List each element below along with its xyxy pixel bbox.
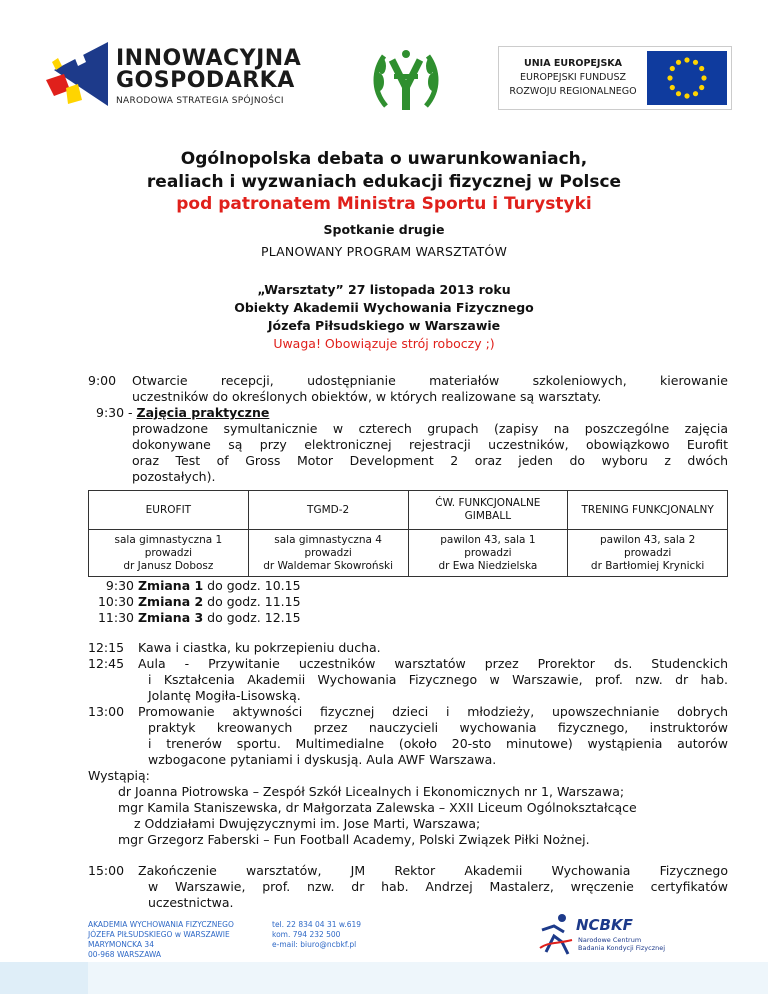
shift-row [88, 578, 328, 594]
ig-emblem-icon [44, 40, 114, 110]
time-0930: 9:30 - [96, 405, 133, 420]
shift-time: 9:30 [105, 578, 134, 593]
footer-address [88, 920, 234, 960]
workshop-groups-table [88, 490, 728, 577]
practical-title: Zajęcia praktyczne [136, 405, 270, 420]
table-header: ĆW. FUNKCJONALNE GIMBALL [408, 491, 568, 530]
eu-flag-icon [647, 51, 727, 105]
title-line1: Ogólnopolska debata o uwarunkowaniach, [180, 149, 588, 169]
led-by: prowadzi [144, 546, 193, 559]
room: sala gimnastyczna 4 [274, 533, 382, 546]
word: szkoleniowych, [532, 373, 627, 388]
closing-line3: uczestnictwa. [148, 895, 234, 910]
word: Otwarcie [132, 373, 188, 388]
shift-time: 11:30 [97, 610, 134, 625]
time-1245: 12:45 [88, 656, 125, 671]
time-0900: 9:00 [88, 373, 117, 388]
promo-line4: wzbogacone pytaniami i dyskusją. Aula AWF Warszawa. [148, 752, 497, 767]
ig-title-line2: GOSPODARKA [116, 68, 295, 93]
table-cell [408, 530, 568, 577]
shift-row [88, 610, 328, 626]
opening-line1 [132, 373, 728, 389]
eu-fund-logo [498, 46, 732, 110]
welcome-line1: Aula - Przywitanie uczestników warsztatów przez Prorektor ds. Studenckich [138, 656, 728, 671]
promo-line2: praktyk kreowanych przez nauczycieli wychowania fizycznego, instruktorów [148, 720, 728, 735]
shift-name: Zmiana 1 [137, 578, 204, 593]
shift-until: do godz. 11.15 [207, 594, 301, 609]
shift-time: 10:30 [97, 594, 134, 609]
table-cell [248, 530, 408, 577]
shift-name: Zmiana 3 [137, 610, 204, 625]
room: pawilon 43, sala 2 [600, 533, 696, 546]
ncbkf-name: NCBKF [576, 916, 633, 934]
led-by: prowadzi [464, 546, 512, 559]
shift-until: do godz. 12.15 [207, 610, 301, 625]
opening-line2: uczestników do określonych obiektów, w których realizowane są warsztaty. [132, 389, 602, 404]
promo-line1: Promowanie aktywności fizycznej dzieci i młodzieży, upowszechnianie dobrych [138, 704, 728, 719]
awf-wreath-icon [368, 44, 444, 120]
word: warsztatów, [246, 863, 322, 878]
address-line: MARYMONCKA 34 [88, 940, 154, 949]
word: Akademii [464, 863, 523, 878]
eu-text [509, 57, 637, 99]
ig-title-line1: INNOWACYJNA [116, 46, 302, 71]
address-line: JÓZEFA PIŁSUDSKIEGO w WARSZAWIE [88, 930, 230, 939]
eu-line3: ROZWOJU REGIONALNEGO [509, 86, 637, 97]
ig-subtitle: NARODOWA STRATEGIA SPÓJNOŚCI [116, 96, 284, 106]
led-by: prowadzi [623, 546, 672, 559]
word: Rektor [394, 863, 436, 878]
dress-code-notice: Uwaga! Obowiązuje strój roboczy ;) [273, 336, 495, 351]
eu-line1: UNIA EUROPEJSKA [524, 58, 622, 69]
word: Fizycznego [659, 863, 728, 878]
closing-line1 [138, 863, 728, 879]
ncbkf-sub1: Narodowe Centrum [578, 936, 642, 944]
footer-contact [272, 920, 361, 950]
practical-line3: oraz Test of Gross Motor Development 2 oraz jeden do wyboru z dwóch [132, 453, 728, 468]
title-line2: realiach i wyzwaniach edukacji fizycznej w Polsce [146, 172, 622, 192]
ig-title [116, 48, 301, 92]
ncbkf-sub [578, 936, 665, 952]
room: pawilon 43, sala 1 [440, 533, 536, 546]
mobile: kom. 794 232 500 [272, 930, 341, 939]
practical-line2: dokonywane są przy elektronicznej rejestracji uczestników, obowiązkowo Eurofit [132, 437, 728, 452]
table-cell [568, 530, 728, 577]
table-cell [89, 530, 249, 577]
patronage-line: pod patronatem Ministra Sportu i Turystyki [176, 194, 592, 214]
phone: tel. 22 834 04 31 w.619 [272, 920, 362, 929]
practical-heading [96, 405, 269, 421]
table-header: TGMD-2 [248, 491, 408, 530]
word: materiałów [429, 373, 500, 388]
table-header: EUROFIT [89, 491, 249, 530]
leader: dr Bartłomiej Krynicki [590, 559, 705, 572]
runner-icon [536, 912, 576, 956]
leader: dr Ewa Niedzielska [438, 559, 538, 572]
time-1300: 13:00 [88, 704, 125, 719]
ncbkf-logo [536, 912, 696, 956]
venue-line2: Józefa Piłsudskiego w Warszawie [267, 318, 501, 333]
ncbkf-sub2: Badania Kondycji Fizycznej [578, 944, 666, 952]
address-line: AKADEMIA WYCHOWANIA FIZYCZNEGO [88, 920, 234, 929]
speaker-item: dr Joanna Piotrowska – Zespół Szkół Licealnych i Ekonomicznych nr 1, Warszawa; [118, 784, 625, 799]
promo-line3: i trenerów sportu. Multimedialne (około 20-sto minutowe) wystąpienia autorów [148, 736, 728, 751]
program-heading: PLANOWANY PROGRAM WARSZTATÓW [260, 244, 508, 259]
table-header: TRENING FUNKCJONALNY [568, 491, 728, 530]
page-title [0, 148, 768, 194]
word: udostępnianie [307, 373, 396, 388]
coffee-break: Kawa i ciastka, ku pokrzepieniu ducha. [138, 640, 381, 655]
speaker-item-cont: z Oddziałami Dwujęzycznymi im. Jose Marti, Warszawa; [134, 816, 481, 831]
table-row [89, 530, 728, 577]
speaker-item: mgr Kamila Staniszewska, dr Małgorzata Zalewska – XXII Liceum Ogólnokształcące [118, 800, 637, 815]
leader: dr Waldemar Skowroński [263, 559, 394, 572]
footer-band [0, 962, 768, 994]
innowacyjna-gospodarka-logo [44, 40, 304, 110]
meeting-label: Spotkanie drugie [323, 222, 445, 237]
word: JM [350, 863, 366, 878]
shift-until: do godz. 10.15 [207, 578, 301, 593]
footer-band-accent [0, 962, 88, 994]
word: kierowanie [660, 373, 728, 388]
eu-line2: EUROPEJSKI FUNDUSZ [520, 72, 626, 83]
word: Zakończenie [138, 863, 217, 878]
shift-list [88, 578, 328, 626]
room: sala gimnastyczna 1 [114, 533, 223, 546]
word: Wychowania [551, 863, 631, 878]
closing-line2: w Warszawie, prof. nzw. dr hab. Andrzej Mastalerz, wręczenie certyfikatów [148, 879, 728, 894]
practical-line4: pozostałych). [132, 469, 216, 484]
practical-line1: prowadzone symultanicznie w czterech grupach (zapisy na poszczególne zajęcia [132, 421, 728, 436]
speaker-item: mgr Grzegorz Faberski – Fun Football Academy, Polski Związek Piłki Nożnej. [118, 832, 590, 847]
address-line: 00-968 WARSZAWA [88, 950, 162, 959]
shift-name: Zmiana 2 [137, 594, 204, 609]
welcome-line2: i Kształcenia Akademii Wychowania Fizycznego w Warszawie, prof. nzw. dr hab. [148, 672, 728, 687]
awf-emblem-logo [368, 44, 444, 120]
speakers-label: Wystąpią: [88, 768, 150, 783]
leader: dr Janusz Dobosz [123, 559, 214, 572]
venue-line1: Obiekty Akademii Wychowania Fizycznego [234, 300, 534, 315]
led-by: prowadzi [304, 546, 352, 559]
time-1215: 12:15 [88, 640, 125, 655]
word: recepcji, [220, 373, 274, 388]
shift-row [88, 594, 328, 610]
time-1500: 15:00 [88, 863, 125, 878]
email: e-mail: biuro@ncbkf.pl [272, 940, 357, 949]
table-header-row [89, 491, 728, 530]
welcome-line3: Jolantę Mogiła-Lisowską. [148, 688, 301, 703]
event-date: „Warsztaty” 27 listopada 2013 roku [257, 282, 511, 297]
